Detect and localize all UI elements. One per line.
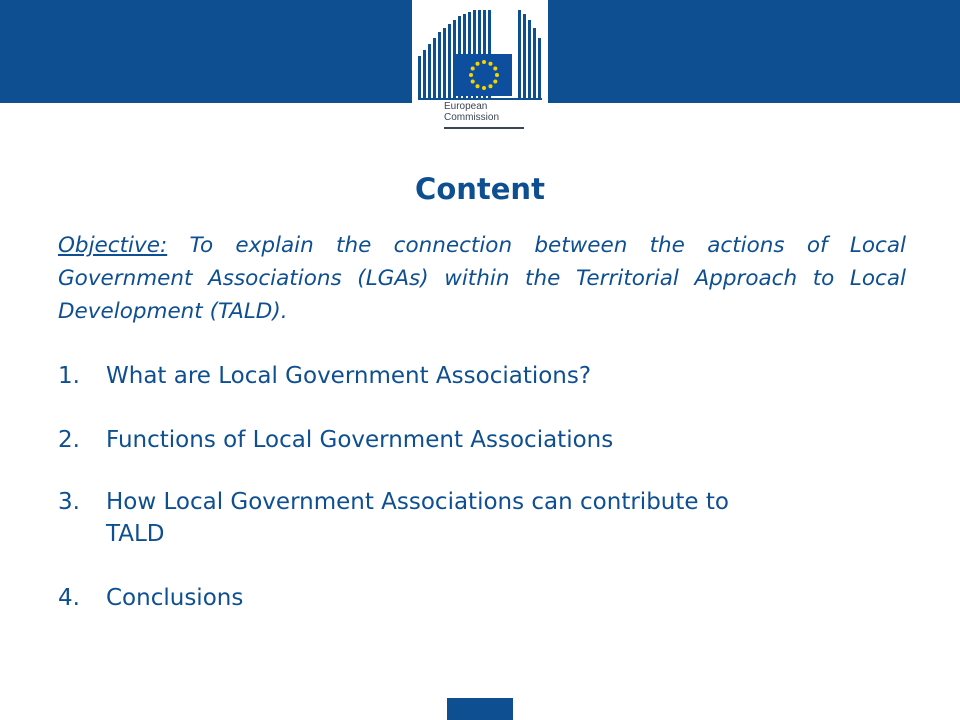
list-item-text-continued: TALD: [106, 521, 165, 547]
list-item-number: 1.: [58, 363, 80, 389]
list-item-number: 4.: [58, 585, 80, 611]
list-item-text: Conclusions: [106, 585, 244, 611]
list-item-text: What are Local Government Associations?: [106, 363, 592, 389]
list-item-text: Functions of Local Government Associations: [106, 427, 614, 453]
objective-text: To explain the connection between the actions of Local Government Associations (LGAs) within the Territorial Approach to Local Development (TALD).: [58, 233, 906, 324]
objective-label: Objective:: [58, 233, 168, 258]
list-item-text: How Local Government Associations can contribute to: [106, 489, 729, 515]
list-item-number: 2.: [58, 427, 80, 453]
logo-wordmark: [444, 101, 499, 123]
european-commission-logo: [412, 0, 548, 134]
slide-title: Content: [415, 172, 545, 206]
logo-line-2: Commission: [444, 112, 500, 123]
footer-tab: [447, 698, 513, 720]
list-item-number: 3.: [58, 489, 80, 515]
objective-paragraph: [58, 229, 906, 328]
logo-underline: [444, 127, 524, 129]
logo-line-1: European: [444, 101, 488, 112]
